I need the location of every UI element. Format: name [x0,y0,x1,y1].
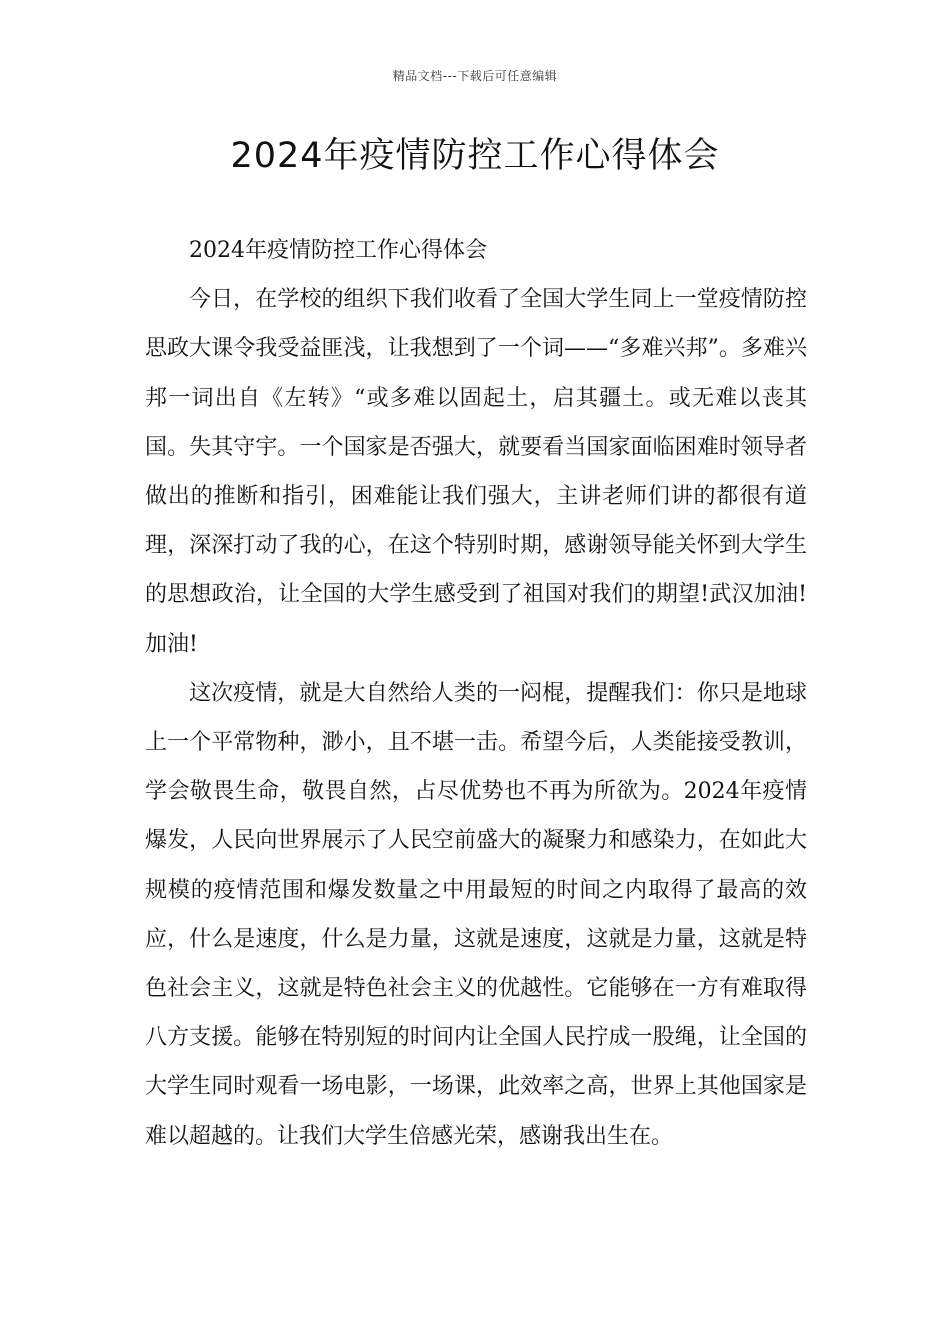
header-note: 精品文档---下载后可任意编辑 [392,69,558,83]
paragraph-1: 今日，在学校的组织下我们收看了全国大学生同上一堂疫情防控思政大课令我受益匪浅，让我想到了一个词——“多难兴邦”。多难兴邦一词出自《左转》“或多难以固起土，启其疆土。或无难以丧其国。失其守宇。一个国家是否强大，就要看当国家面临困难时领导者做出的推断和指引，困难能让我们强大，主讲老师们讲的都很有道理，深深打动了我的心，在这个特别时期，感谢领导能关怀到大学生的思想政治，让全国的大学生感受到了祖国对我们的期望!武汉加油!加油! [145,287,807,657]
paragraph-2: 这次疫情，就是大自然给人类的一闷棍，提醒我们：你只是地球上一个平常物种，渺小，且不堪一击。希望今后，人类能接受教训，学会敬畏生命，敬畏自然，占尽优势也不再为所欲为。2024年疫情爆发，人民向世界展示了人民空前盛大的凝聚力和感染力，在如此大规模的疫情范围和爆发数量之中用最短的时间之内取得了最高的效应，什么是速度，什么是力量，这就是速度，这就是力量，这就是特色社会主义，这就是特色社会主义的优越性。它能够在一方有难取得八方支援。能够在特别短的时间内让全国人民拧成一股绳，让全国的大学生同时观看一场电影，一场课，此效率之高，世界上其他国家是难以超越的。让我们大学生倍感光荣，感谢我出生在。 [145,680,807,1149]
paragraph-subtitle: 2024年疫情防控工作心得体会 [189,238,487,263]
document-title: 2024年疫情防控工作心得体会 [230,136,720,176]
document-body [145,226,807,1161]
